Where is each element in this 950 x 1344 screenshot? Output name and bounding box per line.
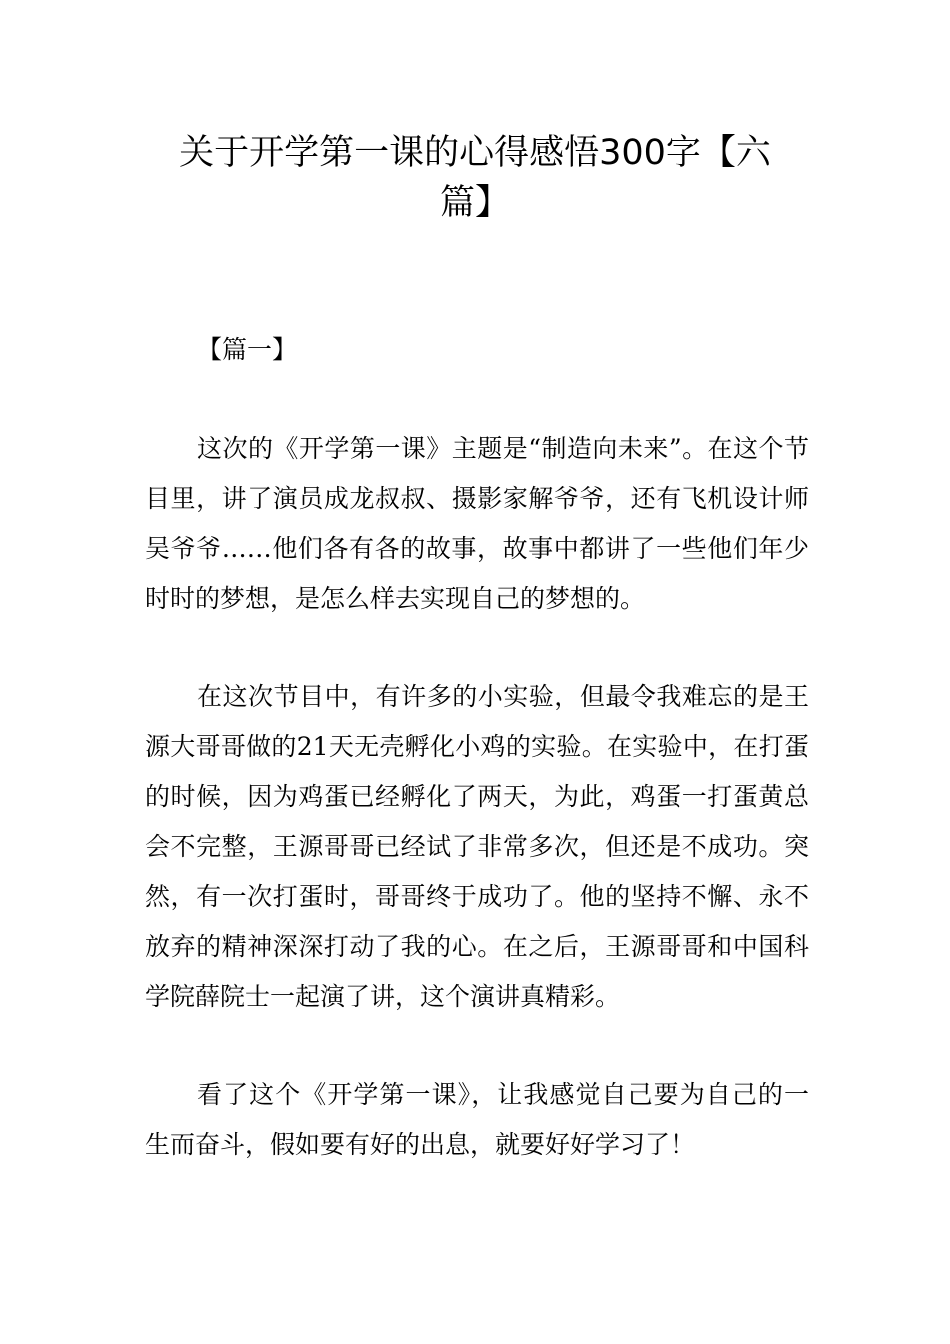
paragraph-3: 看了这个《开学第一课》，让我感觉自己要为自己的一生而奋斗，假如要有好的出息，就要好好学习了！: [145, 1080, 809, 1159]
paragraph-2: 在这次节目中，有许多的小实验，但最令我难忘的是王源大哥哥做的21天无壳孵化小鸡的实验。在实验中，在打蛋的时候，因为鸡蛋已经孵化了两天，为此，鸡蛋一打蛋黄总会不完整，王源哥哥已经试了非常多次，但还是不成功。突然，有一次打蛋时，哥哥终于成功了。他的坚持不懈、永不放弃的精神深深打动了我的心。在之后，王源哥哥和中国科学院薛院士一起演了讲，这个演讲真精彩。: [145, 682, 809, 1011]
document-title: 关于开学第一课的心得感悟300字【六篇】: [179, 133, 771, 223]
section-label: 【篇一】: [197, 335, 298, 364]
paragraph-1: 这次的《开学第一课》主题是“制造向未来”。在这个节目里，讲了演员成龙叔叔、摄影家解爷爷，还有飞机设计师吴爷爷……他们各有各的故事，故事中都讲了一些他们年少时时的梦想，是怎么样去实现自己的梦想的。: [145, 434, 809, 613]
